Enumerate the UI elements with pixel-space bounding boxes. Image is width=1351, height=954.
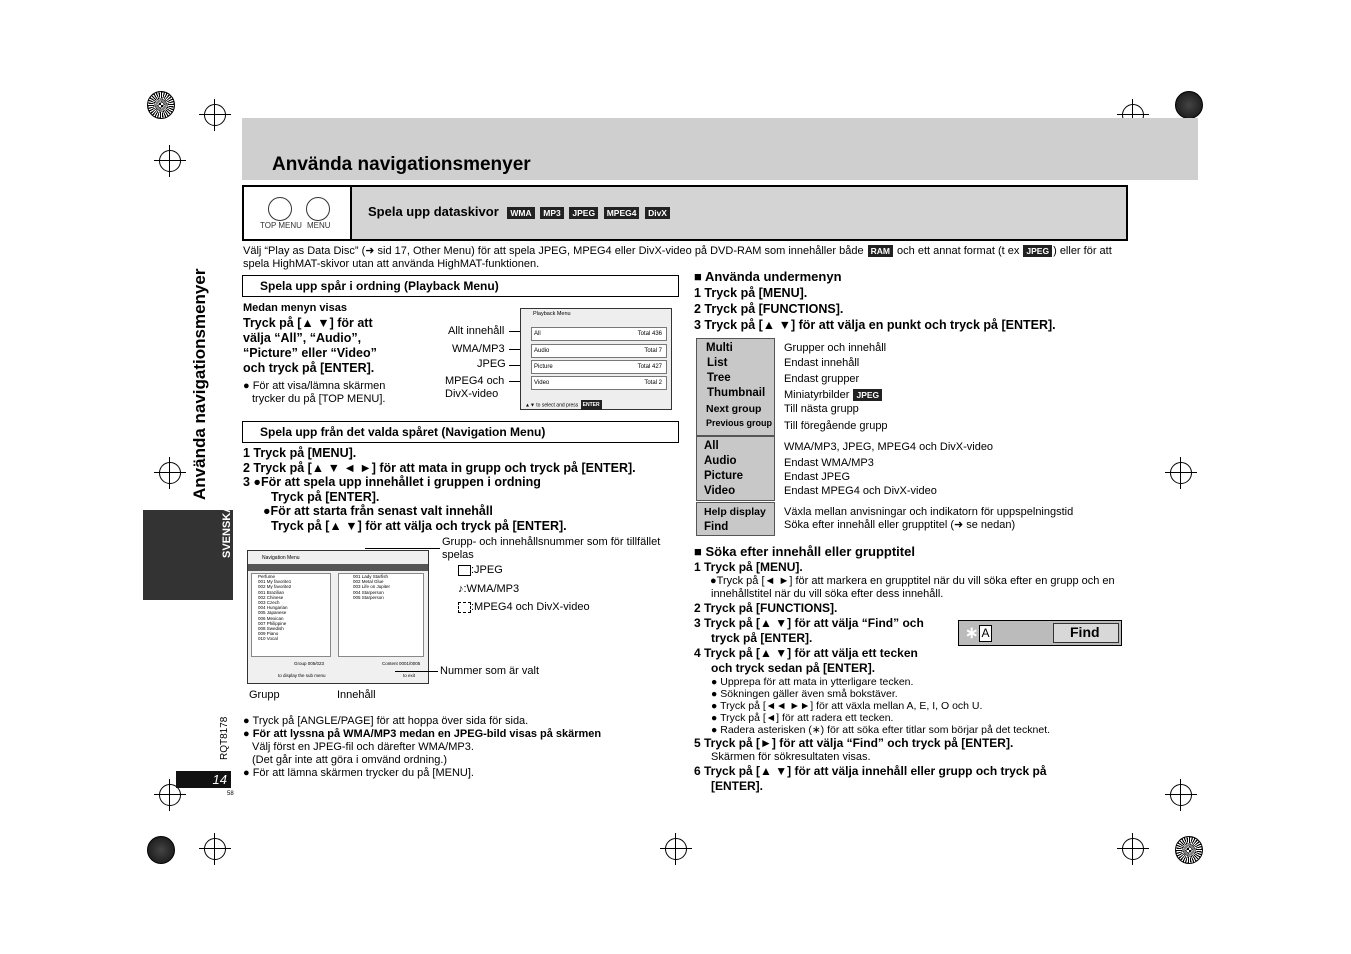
navigation-section-title: Spela upp från det valda spåret (Navigation Menu) [242, 421, 679, 443]
document-code: RQT8178 [219, 716, 230, 760]
language-tab-label: SVENSKA [221, 504, 233, 558]
crosshair-icon [204, 838, 226, 860]
desc-multi: Grupper och innehåll [784, 342, 887, 354]
playback-row-all[interactable]: All Total 436 [531, 327, 667, 341]
callout-selected: Nummer som är valt [440, 665, 540, 677]
button-panel [244, 187, 352, 239]
navigation-menu-screen [247, 550, 429, 684]
top-menu-button-icon [268, 197, 292, 221]
crosshair-icon [665, 838, 687, 860]
playback-note: ● För att visa/lämna skärmen trycker du på [TOP MENU]. [243, 380, 386, 405]
submenu-item-help[interactable]: Help display [704, 506, 766, 518]
page-title: Använda navigationsmenyer [272, 154, 531, 175]
submenu-item-picture[interactable]: Picture [704, 470, 743, 482]
crosshair-icon [1170, 462, 1192, 484]
label-jpeg: JPEG [477, 358, 506, 370]
language-tab [143, 504, 233, 600]
legend-jpeg: :JPEG [458, 564, 503, 577]
small-page-number: 58 [227, 791, 234, 797]
ram-badge: RAM [868, 245, 893, 257]
playback-row-video[interactable]: Video Total 2 [531, 376, 667, 390]
intro-text: Välj “Play as Data Disc” (➜ sid 17, Other Menu) för att spela JPEG, MPEG4 eller DivX-video på DVD-RAM som innehåller både RAM och ett annat format (t ex JPEG ) eller för att spela HighMAT-skivor utan att använda HighMAT-funktionen. [243, 245, 1112, 270]
callout-current: Grupp- och innehållsnummer som för tillfället spelas [442, 536, 661, 561]
legend-wma: ♪:WMA/MP3 [458, 583, 520, 595]
search-heading: ■ Söka efter innehåll eller grupptitel [694, 544, 915, 559]
format-badges [506, 204, 671, 219]
label-mpeg: MPEG4 och DivX-video [445, 375, 505, 400]
submenu-item-video[interactable]: Video [704, 485, 736, 497]
registration-dial-icon [1175, 836, 1203, 864]
navigation-notes: ● Tryck på [ANGLE/PAGE] för att hoppa över sida för sida. ● För att lyssna på WMA/MP3 medan en JPEG-bild visas på skärmen Välj först en JPEG-fil och därefter WMA/MP3. (Det går inte att göra i omvänd ordning.) ● För att lämna skärmen trycker du på [MENU]. [243, 715, 602, 779]
camera-icon [458, 565, 471, 576]
crosshair-icon [159, 150, 181, 172]
format-badge: MPEG4 [604, 207, 640, 219]
crosshair-icon [1170, 784, 1192, 806]
submenu-item-all[interactable]: All [704, 440, 719, 452]
submenu-heading: ■ Använda undermenyn [694, 269, 842, 284]
playback-row-audio[interactable]: Audio Total 7 [531, 344, 667, 358]
submenu-item-previous[interactable]: Previous group [706, 418, 773, 428]
registration-dial-icon [1175, 91, 1203, 119]
vertical-title: Använda navigationsmenyer [190, 268, 209, 500]
submenu-item-audio[interactable]: Audio [704, 455, 737, 467]
desc-picture: Endast JPEG [784, 471, 851, 483]
submenu-item-multi[interactable]: Multi [706, 342, 733, 354]
label-all: Allt innehåll [448, 325, 505, 337]
screen-title: Playback Menu [533, 311, 571, 317]
asterisk-char: ∗ [965, 625, 979, 642]
label-group: Grupp [249, 689, 280, 701]
format-badge: MP3 [540, 207, 563, 219]
desc-all: WMA/MP3, JPEG, MPEG4 och DivX-video [784, 441, 994, 453]
content-panel: 001 Lady Starfish 002 Metal Glue 003 Life on Jupiter 004 Starperson 005 Starperson [338, 573, 424, 657]
format-badge: DivX [645, 207, 670, 219]
registration-dial-icon [147, 91, 175, 119]
screen-footer: to exit [403, 673, 416, 678]
group-panel: Perfume 001 My favorite1 002 My favorite2 001 Brazilian 002 Chinese 003 Czech 004 Hungarian 005 Japanese 006 Mexican 007 Philippine 008 Swedish 009 Piano 010 Vocal [251, 573, 331, 657]
desc-previous: Till föregående grupp [784, 420, 888, 432]
playback-row-picture[interactable]: Picture Total 427 [531, 360, 667, 374]
legend-video: :MPEG4 och DivX-video [458, 601, 590, 614]
crosshair-icon [204, 104, 226, 126]
label-content: Innehåll [337, 689, 376, 701]
crosshair-icon [1122, 838, 1144, 860]
letter-char: A [979, 625, 992, 642]
section-heading: Spela upp dataskivor WMA MP3 JPEG MPEG4 DivX [368, 204, 671, 219]
section-header-box [242, 185, 1128, 241]
playback-section-title: Spela upp spår i ordning (Playback Menu) [242, 275, 679, 297]
while-menu-label: Medan menyn visas [243, 302, 347, 314]
submenu-item-next[interactable]: Next group [706, 403, 762, 415]
navigation-steps: 1 Tryck på [MENU]. 2 Tryck på [▲ ▼ ◄ ►] för att mata in grupp och tryck på [ENTER]. 3 ●För att spela upp innehållet i gruppen i ordning Tryck på [ENTER]. ●För att starta från senast valt innehåll Tryck på [▲ ▼] för att välja och tryck på [ENTER]. [243, 446, 636, 533]
screen-footer: ▲▼ to select and press ENTER [525, 402, 600, 409]
desc-tree: Endast grupper [784, 373, 860, 385]
label-wma: WMA/MP3 [452, 343, 505, 355]
menu-label: MENU [307, 221, 331, 230]
content-count: Content 0001/0005 [382, 661, 421, 666]
playback-instruction: Tryck på [▲ ▼] för att välja “All”, “Audio”, “Picture” eller “Video” och tryck på [ENTER]. [243, 316, 377, 375]
find-input-box[interactable] [958, 620, 1122, 646]
desc-thumbnail: Miniatyrbilder JPEG [784, 389, 883, 401]
submenu-item-tree[interactable]: Tree [707, 372, 731, 384]
search-steps: 1 Tryck på [MENU]. ●Tryck på [◄ ►] för att markera en grupptitel när du vill söka efter en grupp och en innehållstitel när du vill söka efter dess innehåll. 2 Tryck på [FUNCTIONS]. 3 Tryck på [▲ ▼] för att välja “Find” och tryck på [ENTER]. 4 Tryck på [▲ ▼] för att välja ett tecken och tryck sedan på [ENTER]. ● Upprepa för att mata in ytterligare tecken. ● Sökningen gäller även små bokstäver. ● Tryck på [◄◄ ►►] för att växla mellan A, E, I, O och U. ● Tryck på [◄] för att radera ett tecken. ● Radera asterisken (∗) för att söka efter titlar som börjar på det tecknet. 5 Tryck på [►] för att välja “Find” och tryck på [ENTER]. Skärmen för sökresultaten visas. 6 Tryck på [▲ ▼] för att välja innehåll eller grupp och tryck på [ENTER]. [694, 560, 1115, 793]
screen-footer: to display the sub menu [278, 673, 326, 678]
top-menu-label: TOP MENU [260, 221, 302, 230]
group-count: Group 005/023 [294, 661, 325, 666]
desc-video: Endast MPEG4 och DivX-video [784, 485, 937, 497]
submenu-item-find[interactable]: Find [704, 521, 729, 533]
crosshair-icon [159, 462, 181, 484]
menu-button-icon [306, 197, 330, 221]
header-bar [242, 118, 1198, 180]
submenu-steps: 1 Tryck på [MENU]. 2 Tryck på [FUNCTIONS]. 3 Tryck på [▲ ▼] för att välja en punkt och tryck på [ENTER]. [694, 286, 1056, 332]
format-badge: WMA [507, 207, 534, 219]
playback-menu-screen [520, 308, 672, 410]
submenu-item-list[interactable]: List [707, 357, 728, 369]
desc-audio: Endast WMA/MP3 [784, 457, 874, 469]
registration-dial-icon [147, 836, 175, 864]
submenu-item-thumbnail[interactable]: Thumbnail [707, 387, 766, 399]
screen-title: Navigation Menu [262, 555, 300, 561]
desc-next: Till nästa grupp [784, 403, 859, 415]
jpeg-badge: JPEG [1023, 245, 1052, 257]
desc-find: Söka efter innehåll eller grupptitel (➜ se nedan) [784, 519, 1016, 531]
music-note-icon: ♪ [458, 583, 464, 595]
find-button[interactable]: Find [1053, 623, 1119, 643]
desc-list: Endast innehåll [784, 357, 860, 369]
film-icon [458, 602, 471, 613]
page-number: 14 [176, 771, 231, 788]
desc-help: Växla mellan anvisningar och indikatorn för uppspelningstid [784, 506, 1074, 518]
format-badge: JPEG [569, 207, 598, 219]
